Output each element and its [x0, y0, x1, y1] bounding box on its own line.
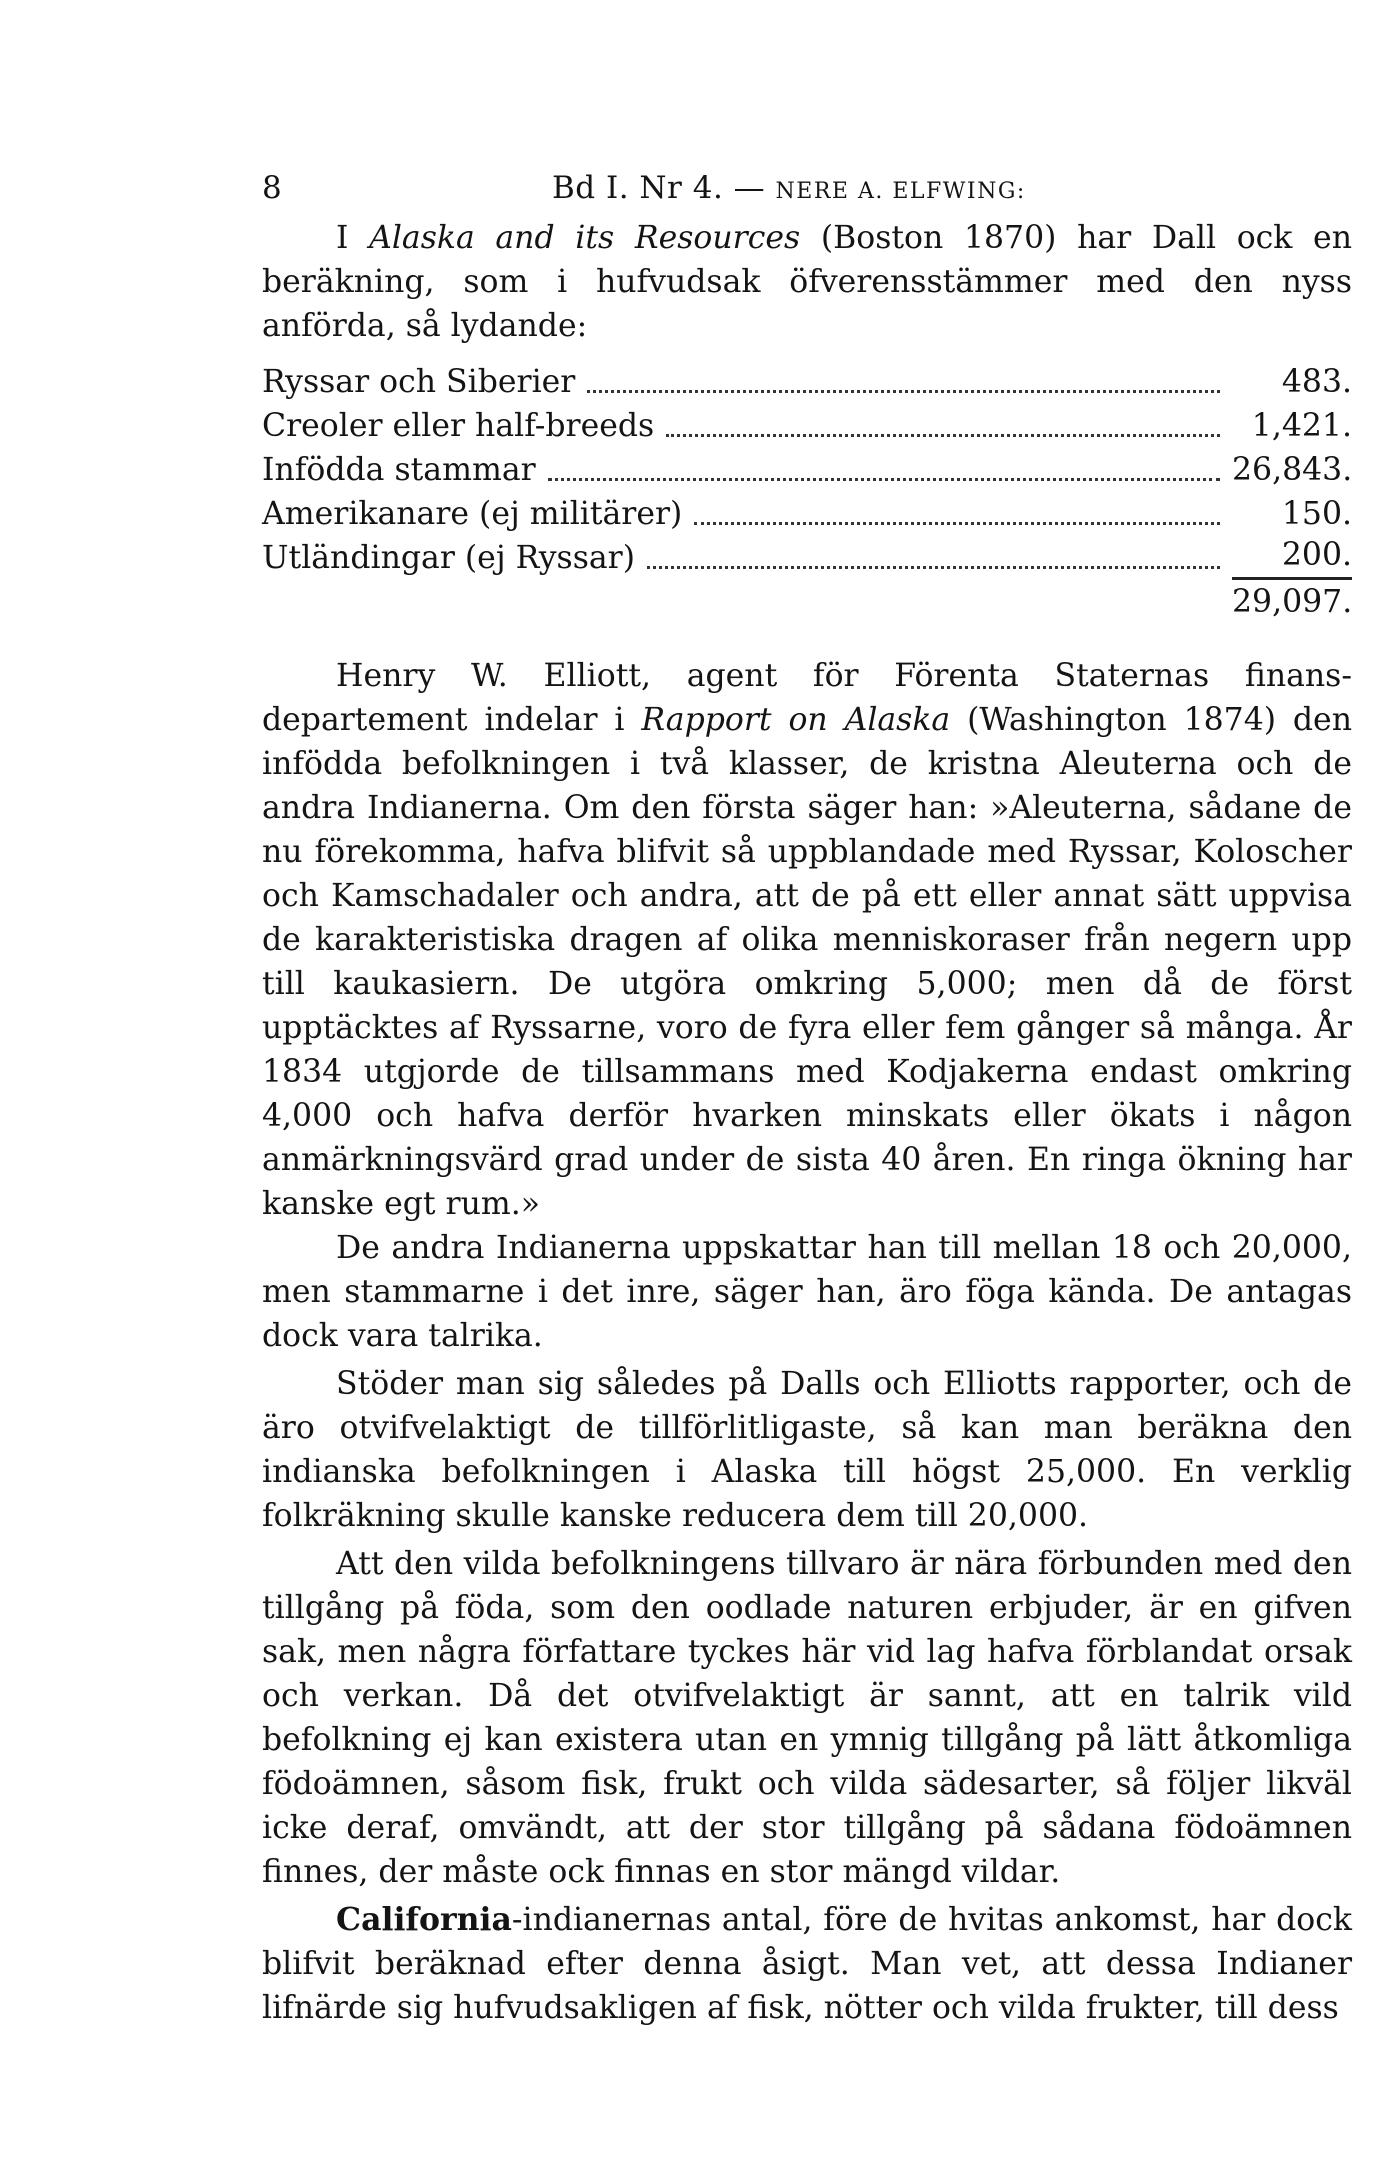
paragraph-dall: I Alaska and its Resources (Boston 1870) har Dall ock en beräkning, som i hufvudsak öfverensstämmer med den nyss anförda, så lydande: [262, 220, 1352, 344]
population-table [262, 360, 1352, 624]
running-head [552, 158, 1026, 222]
leader-dots [666, 434, 1220, 437]
leader-dots [694, 522, 1220, 525]
table-row [262, 448, 1352, 492]
paragraph-elliott: Henry W. Elliott, agent för Förenta Staternas finans-departement indelar i Rapport on Alaska (Washington 1874) den infödda befolkningen i två klasser, de kristna Aleuterna och de andra Indianerna. Om den första säger han: »Aleuterna, sådane de nu förekomma, hafva blifvit så uppblandade med Ryssar, Koloscher och Kamschadaler och andra, att de på ett eller annat sätt uppvisa de karakteristiska dragen af olika menniskoraser från negern upp till kaukasiern. De utgöra omkring 5,000; men då de först upptäcktes af Ryssarne, voro de fyra eller fem gånger så många. År 1834 utgjorde de tillsammans med Kodjakerna endast omkring 4,000 och hafva derför hvarken minskats eller ökats i någon anmärkningsvärd grad under de sista 40 åren. En ringa ökning har kanske egt rum.» [262, 658, 1352, 1222]
table-row [262, 360, 1352, 404]
paragraph-other-indians: De andra Indianerna uppskattar han till mellan 18 och 20,000, men stammarne i det inre, säger han, äro föga kända. De antagas dock vara talrika. [262, 1230, 1352, 1354]
running-head-author: NERE A. ELFWING: [775, 179, 1026, 204]
leader-dots [587, 390, 1220, 393]
paragraph-food-supply: Att den vilda befolkningens tillvaro är nära förbunden med den tillgång på föda, som den oodlade naturen erbjuder, är en gifven sak, men några författare tyckes här vid lag hafva förblandat orsak och verkan. Då det otvifvelaktigt är sannt, att en talrik vild befolkning ej kan existera utan en ymnig tillgång på lätt åtkomliga födoämnen, såsom fisk, frukt och vilda sädesarter, så följer likväl icke deraf, omvändt, att der stor tillgång på sådana födoämnen finnes, der måste ock finnas en stor mängd vildar. [262, 1546, 1352, 1890]
table-row [262, 404, 1352, 448]
row-value: 150. [1281, 496, 1352, 532]
table-total-row [262, 580, 1352, 624]
paragraph-california: California-indianernas antal, före de hvitas ankomst, har dock blifvit beräknad efter denna åsigt. Man vet, att dessa Indianer lifnärde sig hufvudsakligen af fisk, nötter och vilda frukter, till dess [262, 1901, 1352, 2026]
row-label: Creoler eller half-breeds [262, 408, 655, 444]
row-value: 26,843. [1232, 452, 1353, 488]
row-label: Ryssar och Siberier [262, 364, 576, 400]
row-value: 200. [1232, 533, 1352, 580]
leader-dots [548, 478, 1220, 481]
california-lead: California [336, 1901, 512, 1938]
page-number: 8 [262, 170, 282, 206]
table-total: 29,097. [1232, 584, 1353, 620]
row-value: 1,421. [1251, 408, 1352, 444]
table-row [262, 536, 1352, 580]
running-head-prefix: Bd I. Nr 4. — [552, 170, 766, 206]
page-body [262, 216, 1352, 2030]
paragraph-estimate: Stöder man sig således på Dalls och Elliotts rapporter, och de äro otvifvelaktigt de tillförlitligaste, så kan man beräkna den indianska befolkningen i Alaska till högst 25,000. En verklig folkräkning skulle kanske reducera dem till 20,000. [262, 1366, 1352, 1534]
leader-dots [647, 566, 1220, 569]
row-label: Infödda stammar [262, 452, 536, 488]
book-title: Alaska and its Resources [369, 220, 801, 256]
table-row [262, 492, 1352, 536]
row-value: 483. [1281, 364, 1352, 400]
row-label: Amerikanare (ej militärer) [262, 496, 683, 532]
row-label: Utländingar (ej Ryssar) [262, 540, 636, 576]
page-header [262, 158, 1352, 218]
report-title: Rapport on Alaska [641, 702, 951, 738]
